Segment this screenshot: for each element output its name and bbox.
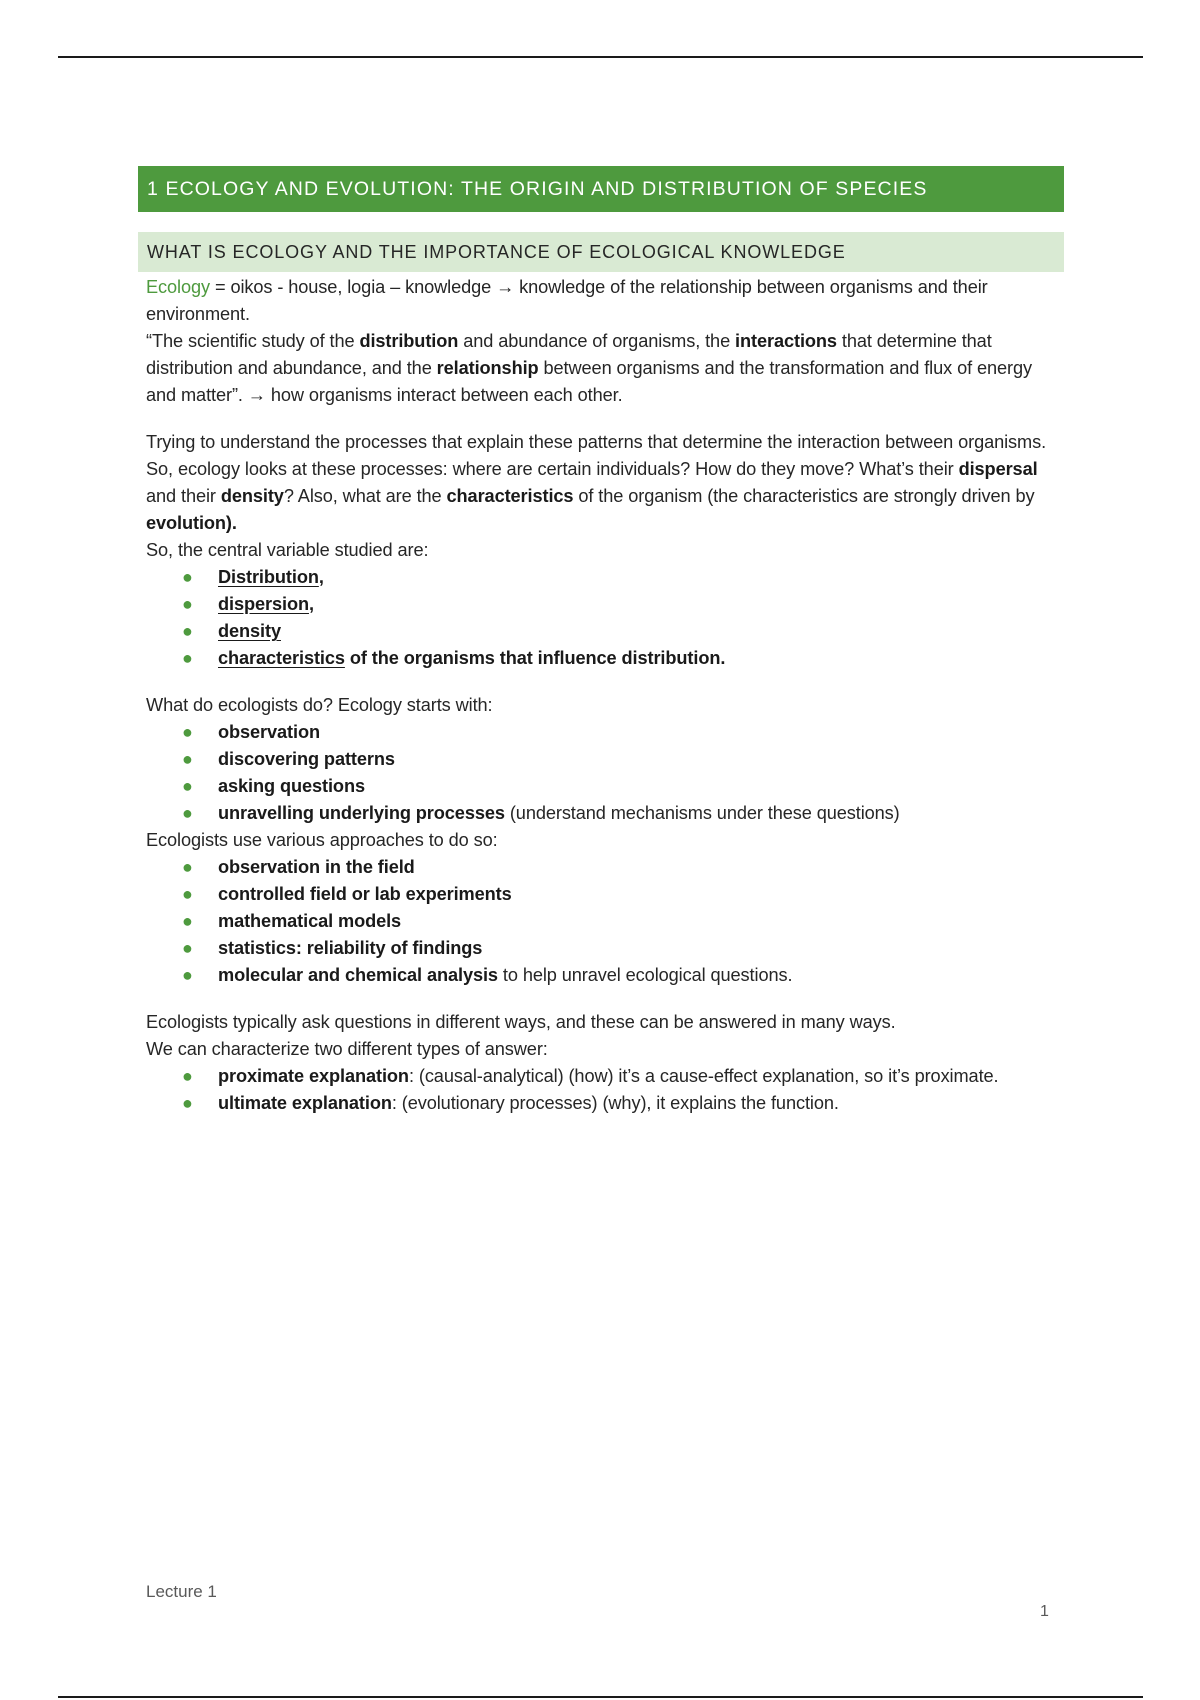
item-bold: asking questions	[218, 776, 365, 796]
definition-paragraph	[146, 274, 1066, 328]
p2-bold-characteristics: characteristics	[446, 486, 574, 506]
answers-intro-2: We can characterize two different types of answer:	[146, 1039, 548, 1059]
bullet-icon: ●	[182, 803, 193, 823]
bullet-icon: ●	[182, 648, 193, 668]
bullet-icon: ●	[182, 1066, 193, 1086]
approaches-list	[146, 854, 1066, 989]
answers-list	[146, 1063, 1066, 1117]
variable-term: Distribution	[218, 567, 319, 587]
list-item	[146, 908, 1066, 935]
quote-paragraph	[146, 328, 1066, 409]
list-item	[146, 962, 1066, 989]
bullet-icon: ●	[182, 884, 193, 904]
quote-text-3: that determine that distribution and abundance, and the	[146, 331, 992, 378]
variable-term: dispersion	[218, 594, 309, 614]
spacer	[146, 672, 1066, 692]
item-bold: observation in the field	[218, 857, 415, 877]
item-bold: ultimate explanation	[218, 1093, 392, 1113]
bullet-icon: ●	[182, 749, 193, 769]
top-rule	[58, 56, 1143, 58]
quote-bold-interactions: interactions	[735, 331, 837, 351]
list-item	[146, 645, 1066, 672]
bullet-icon: ●	[182, 621, 193, 641]
item-bold: controlled field or lab experiments	[218, 884, 512, 904]
variable-rest: of the organisms that influence distribution.	[344, 648, 726, 668]
term-ecology: Ecology	[146, 277, 211, 297]
p2-bold-evolution: evolution).	[146, 513, 237, 533]
p2-bold-density: density	[220, 486, 284, 506]
variable-term: density	[218, 621, 281, 641]
item-bold: proximate explanation	[218, 1066, 409, 1086]
bullet-icon: ●	[182, 938, 193, 958]
answers-intro-1: Ecologists typically ask questions in different ways, and these can be answered in many ways.	[146, 1012, 896, 1032]
list-item	[146, 935, 1066, 962]
variables-intro: So, the central variable studied are:	[146, 540, 429, 560]
bottom-rule	[58, 1696, 1143, 1698]
approaches-intro: Ecologists use various approaches to do so:	[146, 830, 498, 850]
bullet-icon: ●	[182, 776, 193, 796]
list-item	[146, 719, 1066, 746]
variable-rest: ,	[308, 594, 314, 614]
variables-list	[146, 564, 1066, 672]
item-text: : (causal-analytical) (how) it’s a cause-effect explanation, so it’s proximate.	[408, 1066, 999, 1086]
list-item	[146, 800, 1066, 827]
body-content	[146, 274, 1066, 1117]
p2-text-2: and their	[146, 486, 221, 506]
quote-text-2: and abundance of organisms, the	[458, 331, 736, 351]
spacer	[146, 989, 1066, 1009]
item-text: to help unravel ecological questions.	[497, 965, 793, 985]
ecologists-do-intro: What do ecologists do? Ecology starts with:	[146, 695, 493, 715]
item-bold: statistics: reliability of findings	[218, 938, 483, 958]
p2-text-4: of the organism (the characteristics are strongly driven by	[573, 486, 1035, 506]
bullet-icon: ●	[182, 722, 193, 742]
item-bold: molecular and chemical analysis	[218, 965, 498, 985]
item-text: : (evolutionary processes) (why), it explains the function.	[391, 1093, 839, 1113]
heading-2: WHAT IS ECOLOGY AND THE IMPORTANCE OF ECOLOGICAL KNOWLEDGE	[138, 232, 1064, 272]
list-item	[146, 591, 1066, 618]
list-item	[146, 564, 1066, 591]
processes-paragraph	[146, 429, 1066, 537]
list-item	[146, 881, 1066, 908]
variable-rest: ,	[318, 567, 324, 587]
bullet-icon: ●	[182, 965, 193, 985]
quote-text-4: between organisms and the transformation and flux of energy and matter”. → how organisms interact between each other.	[146, 358, 1032, 405]
quote-text-1: “The scientific study of the	[146, 331, 360, 351]
quote-bold-relationship: relationship	[436, 358, 539, 378]
bullet-icon: ●	[182, 857, 193, 877]
item-bold: mathematical models	[218, 911, 402, 931]
list-item	[146, 1090, 1066, 1117]
page-number: 1	[1040, 1603, 1049, 1620]
p2-text-3: ? Also, what are the	[283, 486, 447, 506]
item-text: (understand mechanisms under these questions)	[504, 803, 900, 823]
footer-lecture-label: Lecture 1	[146, 1582, 217, 1601]
list-item	[146, 773, 1066, 800]
item-bold: unravelling underlying processes	[218, 803, 505, 823]
item-bold: observation	[218, 722, 320, 742]
p2-text-1: Trying to understand the processes that explain these patterns that determine the interaction between organisms. So, ecology looks at these processes: where are certain individuals? How do they move? What’s their	[146, 432, 1047, 479]
bullet-icon: ●	[182, 911, 193, 931]
bullet-icon: ●	[182, 594, 193, 614]
p2-bold-dispersal: dispersal	[958, 459, 1038, 479]
list-item	[146, 854, 1066, 881]
item-bold: discovering patterns	[218, 749, 395, 769]
spacer	[146, 409, 1066, 429]
definition-text: = oikos - house, logia – knowledge → knowledge of the relationship between organisms and their environment.	[146, 277, 988, 324]
list-item	[146, 1063, 1066, 1090]
bullet-icon: ●	[182, 567, 193, 587]
ecology-starts-list	[146, 719, 1066, 827]
bullet-icon: ●	[182, 1093, 193, 1113]
quote-bold-distribution: distribution	[359, 331, 459, 351]
heading-1: 1 ECOLOGY AND EVOLUTION: THE ORIGIN AND DISTRIBUTION OF SPECIES	[138, 166, 1064, 212]
list-item	[146, 618, 1066, 645]
variable-term: characteristics	[218, 648, 345, 668]
list-item	[146, 746, 1066, 773]
